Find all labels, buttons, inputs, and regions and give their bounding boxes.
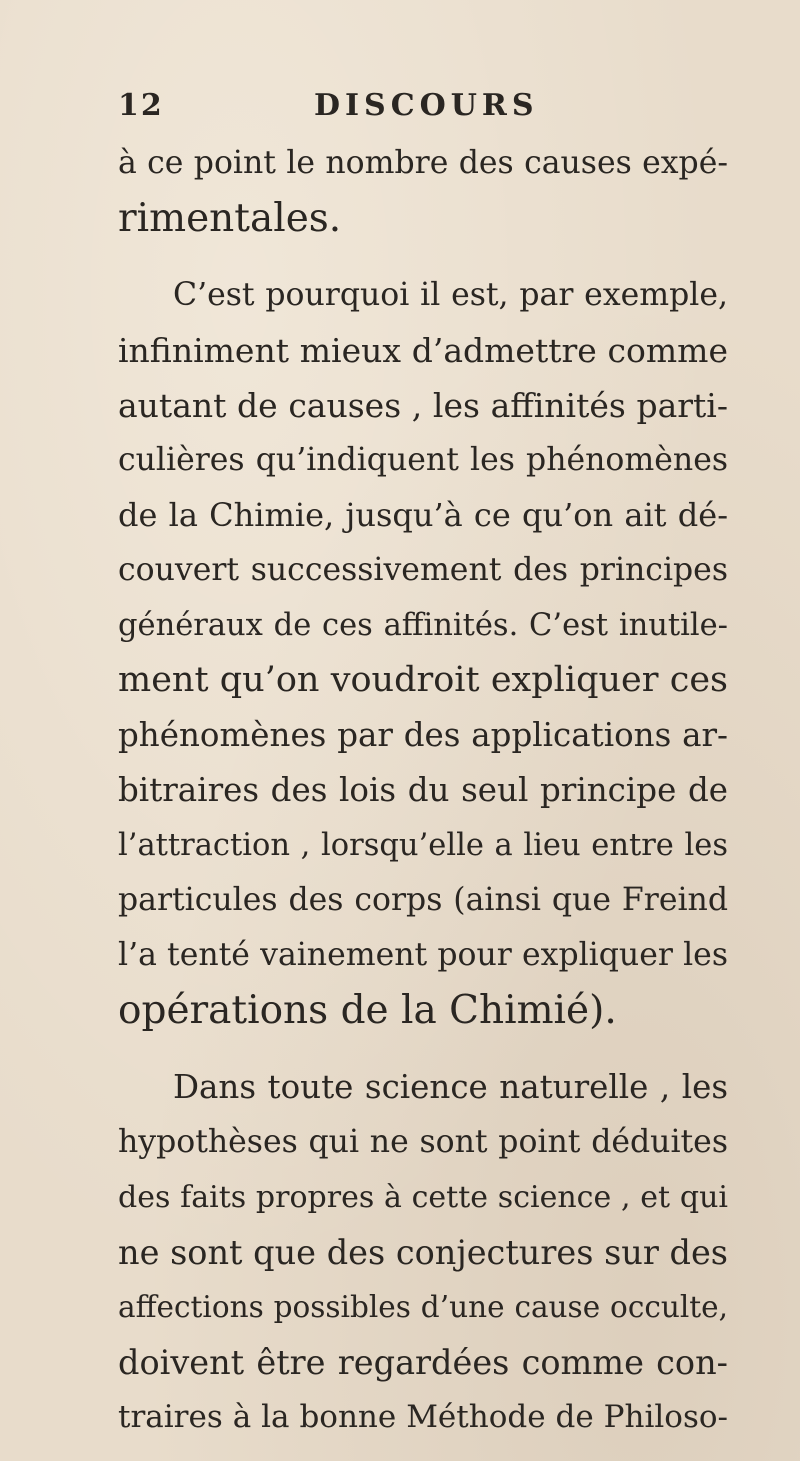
text-line: des faits propres à cette science , et qui: [118, 1180, 728, 1215]
text-line: hypothèses qui ne sont point déduites: [118, 1124, 728, 1160]
text-line: infiniment mieux d’admettre comme: [118, 331, 728, 370]
text-line: culières qu’indiquent les phénomènes: [118, 442, 728, 478]
text-line: ment qu’on voudroit expliquer ces: [118, 660, 728, 700]
paragraph-spacer: [118, 246, 728, 268]
page-header: [118, 88, 678, 132]
page-number: 12: [118, 88, 164, 123]
text-line: opérations de la Chimié).: [118, 988, 617, 1033]
paragraph: [118, 136, 728, 246]
text-line: C’est pourquoi il est, par exemple,: [173, 277, 728, 313]
text-line: ne sont que des conjectures sur des: [118, 1233, 728, 1272]
text-line: rimentales.: [118, 196, 342, 241]
text-line: l’attraction , lorsqu’elle a lieu entre les: [118, 828, 728, 863]
text-line: phénomènes par des applications ar-: [118, 716, 728, 754]
body-text: [118, 136, 728, 1445]
text-line: Dans toute science naturelle , les: [173, 1068, 728, 1106]
text-line: affections possibles d’une cause occulte,: [118, 1290, 728, 1324]
text-line: généraux de ces affinités. C’est inutile-: [118, 608, 728, 643]
text-line: l’a tenté vainement pour expliquer les: [118, 937, 728, 973]
text-line: traires à la bonne Méthode de Philoso-: [118, 1399, 728, 1435]
paragraph-spacer: [118, 1038, 728, 1060]
text-line: particules des corps (ainsi que Freind: [118, 882, 728, 918]
paragraph: [118, 1060, 728, 1445]
text-line: autant de causes , les affinités parti-: [118, 386, 728, 425]
text-line: à ce point le nombre des causes expé-: [118, 145, 728, 181]
text-line: couvert successivement des principes: [118, 552, 728, 588]
running-head: DISCOURS: [314, 88, 539, 123]
text-line: bitraires des lois du seul principe de: [118, 771, 728, 809]
paragraph: [118, 268, 728, 1038]
text-line: doivent être regardées comme con-: [118, 1343, 728, 1382]
text-line: de la Chimie, jusqu’à ce qu’on ait dé-: [118, 496, 728, 534]
